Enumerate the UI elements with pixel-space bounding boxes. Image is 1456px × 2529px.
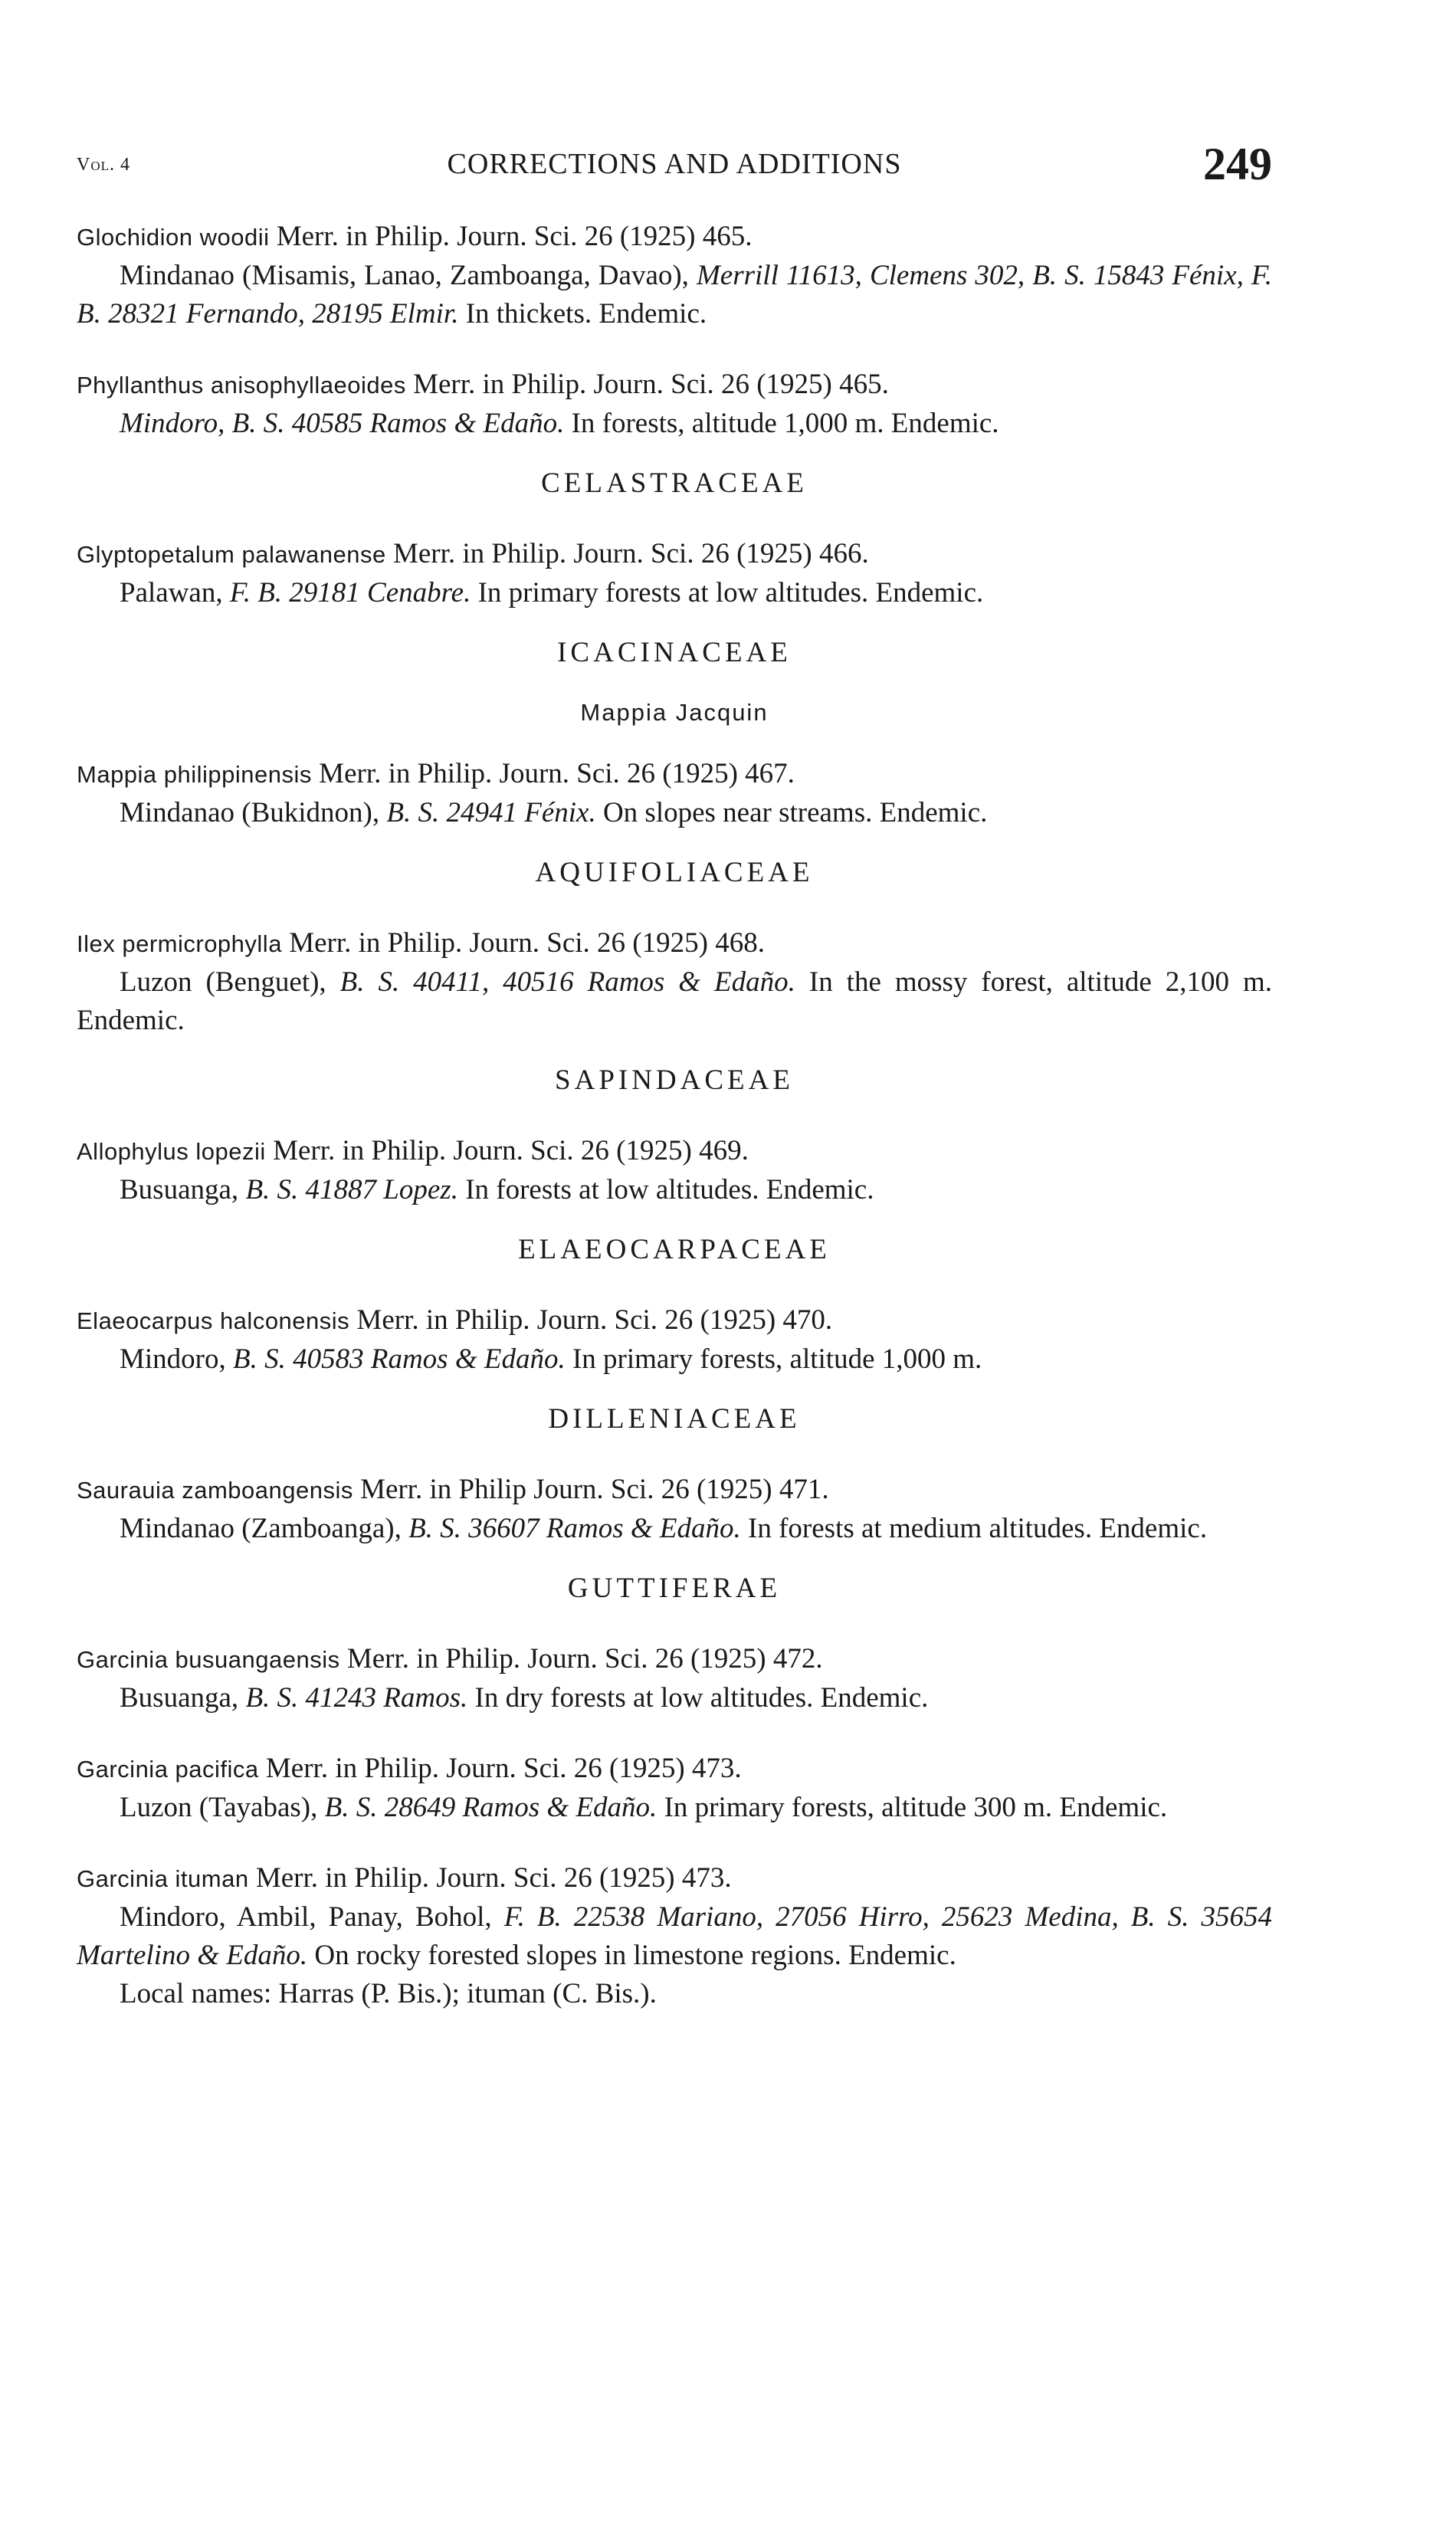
specimens: B. S. 28649 Ramos & Edaño. [324,1792,657,1823]
habitat-note: On rocky forested slopes in limestone regions. Endemic. [314,1940,956,1971]
specimens: F. B. 22538 Mariano, 27056 Hirro, 25623 Medina, B. S. 35654 Martelino & Edaño. [77,1901,1273,1971]
running-title: CORRECTIONS AND ADDITIONS [447,148,902,180]
citation: Merr. in Philip. Journ. Sci. 26 (1925) 467. [319,758,795,789]
page-number: 249 [1203,139,1272,189]
local-names: Local names: Harras (P. Bis.); ituman (C. Bis.). [120,1978,657,2009]
species-name: Mappia philippinensis [77,761,312,788]
species-entry [77,1301,1272,1379]
species-name: Allophylus lopezii [77,1138,266,1165]
habitat-note: In dry forests at low altitudes. Endemic. [474,1682,929,1714]
citation: Merr. in Philip. Journ. Sci. 26 (1925) 469. [273,1135,749,1166]
habitat-note: On slopes near streams. Endemic. [602,797,988,828]
family-heading: DILLENIACEAE [548,1403,801,1435]
habitat-note: In forests at low altitudes. Endemic. [465,1174,874,1205]
locality: Mindanao (Zamboanga), [120,1513,402,1544]
locality: Mindoro, Ambil, Panay, Bohol, [120,1901,492,1933]
citation: Merr. in Philip Journ. Sci. 26 (1925) 471. [360,1474,829,1505]
specimens: B. S. 36607 Ramos & Edaño. [408,1513,741,1544]
species-name: Phyllanthus anisophyllaeoides [77,372,406,399]
family-heading: CELASTRACEAE [541,467,808,499]
family-heading: SAPINDACEAE [555,1064,794,1096]
species-name: Ilex permicrophylla [77,930,282,957]
citation: Merr. in Philip. Journ. Sci. 26 (1925) 465. [413,369,889,400]
locality: Mindanao (Misamis, Lanao, Zamboanga, Davao), [120,260,689,291]
family-heading: ICACINACEAE [557,637,792,668]
species-name: Elaeocarpus halconensis [77,1307,350,1334]
document-page [77,138,1272,2045]
citation: Merr. in Philip. Journ. Sci. 26 (1925) 466. [392,538,869,569]
species-name: Glochidion woodii [77,224,270,251]
locality: Luzon (Tayabas), [120,1792,318,1823]
habitat-note: In primary forests, altitude 300 m. Endemic. [664,1792,1168,1823]
habitat-note: In thickets. Endemic. [465,298,707,330]
citation: Merr. in Philip. Journ. Sci. 26 (1925) 473. [265,1753,742,1784]
citation: Merr. in Philip. Journ. Sci. 26 (1925) 470. [356,1304,833,1336]
species-entry [77,1750,1272,1827]
species-entry [77,924,1272,1040]
volume-label: Vol. 4 [77,155,130,175]
locality: Luzon (Benguet), [120,966,326,998]
genus-heading: Mappia Jacquin [580,699,769,726]
habitat-note: In the mossy forest, altitude 2,100 m. Endemic. [77,966,1272,1036]
specimens: B. S. 41243 Ramos. [245,1682,468,1714]
specimens: B. S. 24941 Fénix. [386,797,596,828]
specimens: B. S. 41887 Lopez. [245,1174,458,1205]
habitat-note: In forests at medium altitudes. Endemic. [748,1513,1208,1544]
specimens: B. S. 40411, 40516 Ramos & Edaño. [339,966,795,998]
species-entry [77,1640,1272,1717]
species-entry [77,1859,1272,2013]
species-entry [77,1471,1272,1548]
species-entry [77,1132,1272,1209]
family-heading: AQUIFOLIACEAE [535,857,814,888]
species-name: Glyptopetalum palawanense [77,541,386,568]
family-heading: ELAEOCARPACEAE [518,1234,831,1265]
species-entry [77,366,1272,443]
locality: Busuanga, [120,1682,239,1714]
species-entry [77,535,1272,612]
specimens: B. S. 40583 Ramos & Edaño. [233,1343,566,1375]
habitat-note: In primary forests at low altitudes. Endemic. [477,577,984,608]
specimens: F. B. 29181 Cenabre. [229,577,471,608]
locality: Palawan, [120,577,223,608]
citation: Merr. in Philip. Journ. Sci. 26 (1925) 465. [276,221,753,252]
species-entry [77,755,1272,832]
habitat-note: In forests, altitude 1,000 m. Endemic. [571,408,999,439]
locality: Mindanao (Bukidnon), [120,797,380,828]
specimens: Merrill 11613, Clemens 302, B. S. 15843 Fénix, F. B. 28321 Fernando, 28195 Elmir. [77,260,1272,330]
habitat-note: In primary forests, altitude 1,000 m. [572,1343,982,1375]
species-name: Garcinia busuangaensis [77,1646,340,1673]
citation: Merr. in Philip. Journ. Sci. 26 (1925) 473. [255,1862,732,1894]
species-name: Garcinia ituman [77,1865,249,1892]
citation: Merr. in Philip. Journ. Sci. 26 (1925) 472. [346,1643,823,1675]
locality: Mindoro, [120,1343,226,1375]
species-name: Garcinia pacifica [77,1756,259,1783]
family-heading: GUTTIFERAE [567,1573,782,1604]
species-name: Saurauia zamboangensis [77,1477,353,1504]
page-header [77,138,1272,199]
citation: Merr. in Philip. Journ. Sci. 26 (1925) 468. [289,927,765,959]
species-entry [77,218,1272,333]
specimens: Mindoro, B. S. 40585 Ramos & Edaño. [120,408,565,439]
locality: Busuanga, [120,1174,239,1205]
